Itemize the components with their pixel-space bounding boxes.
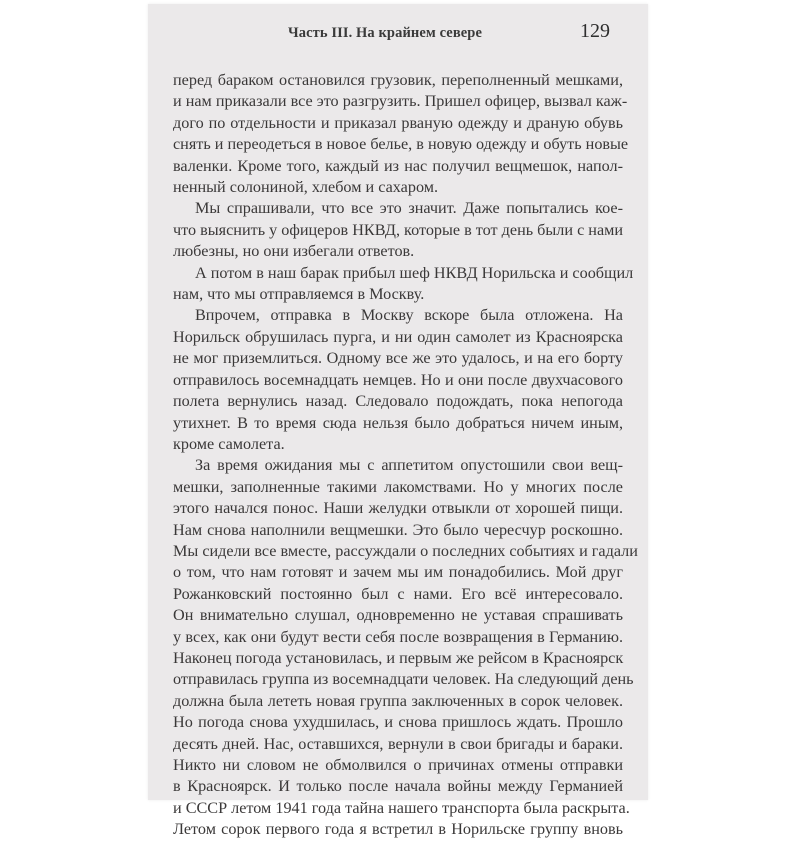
text-line: дого по отдельности и приказал рваную одежду и драную обувь [173,113,623,132]
text-line: нам, что мы отправляемся в Москву. [173,285,425,304]
text-line: Нам снова наполнили вещмешки. Это было чересчур роскошно. [173,520,623,539]
text-line: ненный солониной, хлебом и сахаром. [173,178,439,197]
text-line: утихнет. В то время сюда нельзя было добраться ничем иным, [173,413,623,432]
text-line: Он внимательно слушал, одновременно не уставая спрашивать [173,606,623,625]
text-line: не мог приземлиться. Одному все же это удалось, и на его борту [173,349,623,368]
running-header [148,18,648,48]
text-line: За время ожидания мы с аппетитом опустошили свои вещ- [195,456,623,475]
text-line: Мы спрашивали, что все это значит. Даже попытались кое- [195,199,623,218]
body-text [173,70,638,841]
text-line: Летом сорок первого года я встретил в Норильске группу вновь [173,820,623,839]
text-line: кроме самолета. [173,434,285,453]
text-line: и СССР летом 1941 года тайна нашего транспорта была раскрыта. [173,798,630,817]
page-number: 129 [580,20,610,42]
text-line: Впрочем, отправка в Москву вскоре была отложена. На [195,306,623,325]
text-line: мешки, заполненные такими лакомствами. Но у многих после [173,477,623,496]
text-line: о том, что нам готовят и зачем мы им понадобились. Мой друг [173,563,623,582]
text-line: в Красноярск. И только после начала войны между Германией [173,777,623,796]
text-line: А потом в наш барак прибыл шеф НКВД Норильска и сообщил [195,263,634,282]
text-line: отправилась группа из восемнадцати человек. На следующий день [173,670,634,689]
text-line: и нам приказали все это разгрузить. Пришел офицер, вызвал каж- [173,92,628,111]
text-line: валенки. Кроме того, каждый из нас получил вещмешок, напол- [173,156,623,175]
book-page [148,4,648,839]
text-line: этого начался понос. Наши желудки отвыкли от хорошей пищи. [173,499,623,518]
text-line: у всех, как они будут вести себя после возвращения в Германию. [173,627,623,646]
text-line: Мы сидели все вместе, рассуждали о последних событиях и гадали [173,541,638,560]
text-line: должна была лететь новая группа заключенных в сорок человек. [173,691,623,710]
text-line: полета вернулись назад. Следовало подождать, пока непогода [173,392,623,411]
section-title: Часть III. На крайнем севере [288,25,483,41]
text-line: Рожанковский постоянно был с нами. Его всё интересовало. [173,584,623,603]
text-line: любезны, но они избегали ответов. [173,242,415,261]
text-line: Никто ни словом не обмолвился о причинах отмены отправки [173,756,623,774]
text-line: что выяснить у офицеров НКВД, которые в тот день были с нами [173,220,624,239]
text-line: перед бараком остановился грузовик, переполненный мешками, [173,71,623,89]
text-line: отправилось восемнадцать немцев. Но и они после двухчасового [173,370,623,389]
text-line: Наконец погода установилась, и первым же рейсом в Красноярск [173,648,624,667]
text-line: Норильск обрушилась пурга, и ни один самолет из Красноярска [173,327,623,346]
text-line: десять дней. Нас, оставшихся, вернули в свои бригады и бараки. [173,734,623,753]
text-line: Но погода снова ухудшилась, и снова пришлось ждать. Прошло [173,713,623,732]
text-line: снять и переодеться в новое белье, в новую одежду и обуть новые [173,135,629,154]
